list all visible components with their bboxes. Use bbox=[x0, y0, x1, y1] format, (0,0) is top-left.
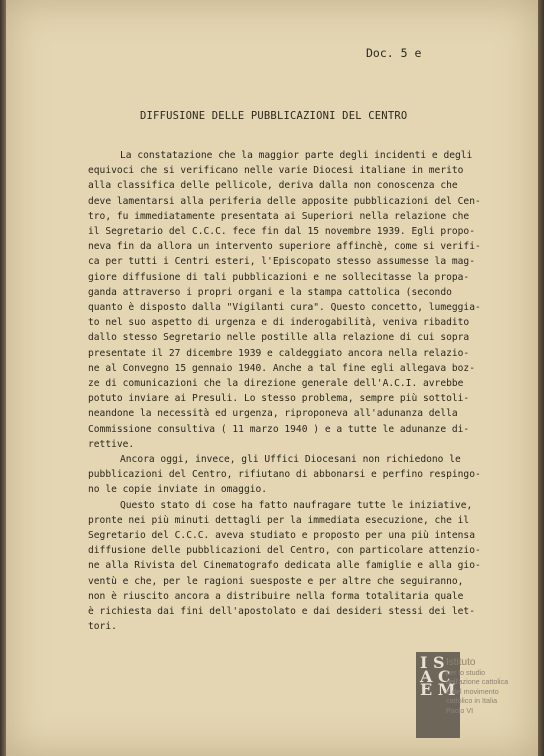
body-line: ventù e che, per le ragioni suesposte e per altre che seguiranno, bbox=[88, 575, 464, 587]
body-line: diffusione delle pubblicazioni del Centro, con particolare attenzio- bbox=[88, 545, 481, 557]
body-line: è richiesta dai fini dell'apostolato e dai desideri stessi dei let- bbox=[88, 606, 475, 618]
body-line: tori. bbox=[88, 621, 117, 633]
body-line: ze di comunicazioni che la direzione generale dell'A.C.I. avrebbe bbox=[88, 378, 464, 390]
body-line: ca per tutti i Centri esteri, l'Episcopato stesso assumesse la mag- bbox=[88, 256, 475, 268]
body-line: neva fin da allora un intervento superiore affinchè, come si verifi- bbox=[88, 241, 481, 253]
document-reference: Doc. 5 e bbox=[366, 46, 422, 60]
body-line: ne alla Rivista del Cinematografo dedicata alle famiglie e alla gio- bbox=[88, 560, 481, 572]
body-line: Commissione consultiva ( 11 marzo 1940 ) e a tutte le adunanze di- bbox=[88, 423, 470, 435]
body-line: Questo stato di cose ha fatto naufragare tutte le iniziative, bbox=[120, 499, 473, 511]
body-line: potuto inviare ai Presuli. Lo stesso problema, sempre più sottoli- bbox=[88, 393, 470, 405]
body-line: alla classifica delle pellicole, deriva dalla non conoscenza che bbox=[88, 180, 458, 192]
body-line: pronte nei più minuti dettagli per la immediata esecuzione, che il bbox=[88, 514, 470, 526]
logo-caption-line: e del movimento bbox=[446, 686, 499, 696]
body-line: equivoci che si verificano nelle varie Diocesi italiane in merito bbox=[88, 165, 464, 177]
body-line: Ancora oggi, invece, gli Uffici Diocesani non richiedono le bbox=[120, 454, 461, 466]
logo-caption-line: dell'azione cattolica bbox=[446, 677, 509, 687]
body-line: tro, fu immediatamente presentata ai Superiori nella relazione che bbox=[88, 210, 470, 222]
body-line: ganda attraverso i propri organi e la stampa cattolica (secondo bbox=[88, 286, 452, 298]
body-line: deve lamentarsi alla periferia delle apposite pubblicazioni del Cen- bbox=[88, 195, 481, 207]
body-line: no le copie inviate in omaggio. bbox=[88, 484, 268, 496]
body-line: rettive. bbox=[88, 438, 135, 450]
body-line: presentate il 27 dicembre 1939 e caldeggiato ancora nella relazio- bbox=[88, 347, 470, 359]
body-line: giore diffusione di tali pubblicazioni e ne sollecitasse la propa- bbox=[88, 271, 470, 283]
document-page bbox=[6, 0, 538, 756]
body-line: neandone la necessità ed urgenza, riproponeva all'adunanza della bbox=[88, 408, 458, 420]
logo-letters: I S A C E M bbox=[420, 653, 456, 699]
document-title: DIFFUSIONE DELLE PUBBLICAZIONI DEL CENTRO bbox=[140, 110, 408, 122]
scan-right-border bbox=[538, 0, 544, 756]
logo-caption-line: Paolo VI bbox=[446, 705, 474, 715]
body-line: pubblicazioni del Centro, rifiutano di abbonarsi e perfino respingo- bbox=[88, 469, 481, 481]
body-line: il Segretario del C.C.C. fece fin dal 15 novembre 1939. Egli propo- bbox=[88, 226, 475, 238]
logo-caption-line: cattolico in Italia bbox=[446, 696, 498, 706]
body-line: quanto è disposto dalla "Vigilanti cura". Questo concetto, lumeggia- bbox=[88, 302, 481, 314]
document-body bbox=[88, 148, 508, 635]
body-line: dallo stesso Segretario nelle postille alla relazione di cui sopra bbox=[88, 332, 470, 344]
logo-caption-line: Istituto bbox=[446, 657, 476, 668]
body-line: non è riuscito ancora a distribuire nella forma totalitaria quale bbox=[88, 590, 464, 602]
logo-caption-line: per lo studio bbox=[446, 667, 486, 677]
body-line: to nel suo aspetto di urgenza e di inderogabilità, veniva ribadito bbox=[88, 317, 470, 329]
isacem-logo bbox=[416, 652, 526, 738]
body-line: Segretario del C.C.C. aveva studiato e proposto per una più intensa bbox=[88, 530, 475, 542]
body-line: ne al Convegno 15 gennaio 1940. Anche a tal fine egli allegava boz- bbox=[88, 362, 475, 374]
body-line: La constatazione che la maggior parte degli incidenti e degli bbox=[120, 150, 473, 161]
logo-caption bbox=[446, 658, 530, 716]
